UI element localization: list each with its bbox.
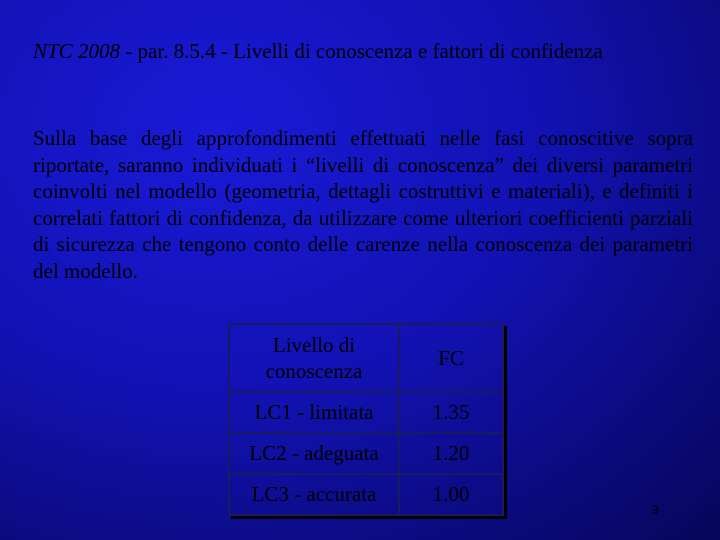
level-cell: LC1 - limitata (229, 392, 399, 433)
header-cell-fc: FC (399, 324, 503, 392)
table-row (229, 433, 503, 474)
header-cell-level: Livello di conoscenza (229, 324, 399, 392)
fc-cell: 1.35 (399, 392, 503, 433)
table-row (229, 474, 503, 515)
slide-title (33, 38, 693, 64)
table-header-row (229, 324, 503, 392)
level-cell: LC2 - adeguata (229, 433, 399, 474)
level-cell: LC3 - accurata (229, 474, 399, 515)
title-prefix: NTC 2008 (33, 39, 120, 63)
fc-cell: 1.20 (399, 433, 503, 474)
page-number: 3 (652, 503, 659, 517)
confidence-factor-table (228, 323, 504, 516)
title-rest: - par. 8.5.4 - Livelli di conoscenza e fattori di confidenza (119, 39, 603, 63)
fc-cell: 1.00 (399, 474, 503, 515)
table-row (229, 392, 503, 433)
body-paragraph: Sulla base degli approfondimenti effettuati nelle fasi conoscitive sopra riportate, saranno individuati i “livelli di conoscenza” dei diversi parametri coinvolti nel modello (geometria, dettagli costruttivi e materiali), e definiti i correlati fattori di confidenza, da utilizzare come ulteriori coefficienti parziali di sicurezza che tengono conto delle carenze nella conoscenza dei parametri del modello. (33, 126, 693, 283)
